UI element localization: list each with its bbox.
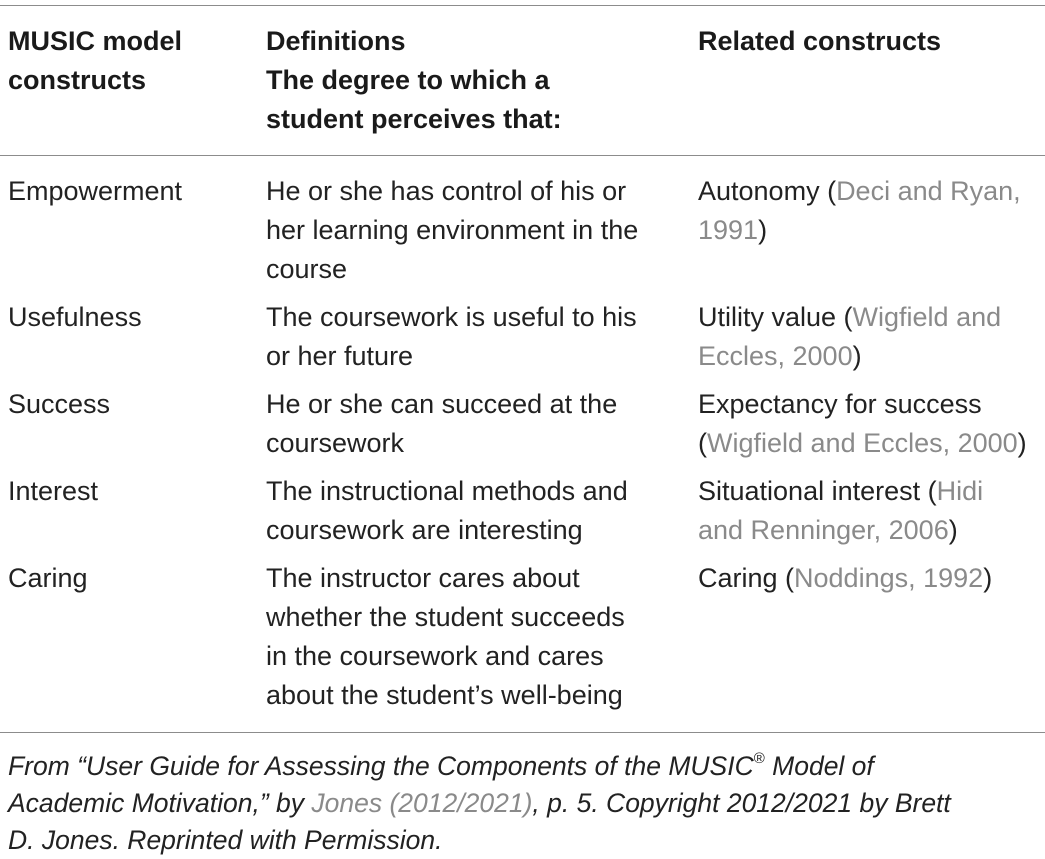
related-text: ) xyxy=(983,563,993,593)
citation-link[interactable]: Hidi xyxy=(936,476,984,506)
citation-link[interactable]: Jones (2012/2021) xyxy=(311,788,533,818)
citation-link[interactable]: Deci and Ryan, xyxy=(836,176,1021,206)
definition-line: coursework are interesting xyxy=(266,515,583,545)
citation-link[interactable]: Noddings, 1992 xyxy=(794,563,984,593)
definition-cell xyxy=(266,385,686,463)
definition-line: The instructor cares about xyxy=(266,563,580,593)
related-line xyxy=(698,298,1043,337)
related-text: ) xyxy=(1017,428,1027,458)
related-text: ) xyxy=(948,515,958,545)
construct-name: Empowerment xyxy=(8,176,183,206)
header-line: MUSIC model xyxy=(8,26,183,56)
header-bottom-rule xyxy=(0,155,1045,156)
definition-line: whether the student succeeds xyxy=(266,602,625,632)
footnote-text: From “User Guide for Assessing the Components of the MUSIC xyxy=(8,751,754,781)
construct-cell xyxy=(8,472,258,511)
related-text: Situational interest ( xyxy=(698,476,937,506)
footnote-line: D. Jones. Reprinted with Permission. xyxy=(8,825,443,855)
related-line xyxy=(698,472,1043,511)
table-top-rule xyxy=(0,5,1045,6)
related-line xyxy=(698,511,1043,550)
related-text: ) xyxy=(852,341,862,371)
definition-line: in the coursework and cares xyxy=(266,641,604,671)
related-cell xyxy=(698,298,1043,376)
citation-link[interactable]: Wigfield and xyxy=(852,302,1002,332)
header-line: The degree to which a xyxy=(266,65,550,95)
footnote-line xyxy=(8,740,1038,785)
definition-line: coursework xyxy=(266,428,405,458)
footnote-line xyxy=(8,785,1038,822)
header-music-model-constructs xyxy=(8,22,258,100)
citation-link[interactable]: 1991 xyxy=(698,215,759,245)
footnote-text: , p. 5. Copyright 2012/2021 by Brett xyxy=(532,788,951,818)
definition-cell xyxy=(266,472,686,550)
construct-cell xyxy=(8,385,258,424)
table-bottom-rule xyxy=(0,732,1045,733)
related-cell xyxy=(698,385,1043,463)
definition-line: The coursework is useful to his xyxy=(266,302,637,332)
header-line: constructs xyxy=(8,65,147,95)
definition-line: her learning environment in the xyxy=(266,215,639,245)
header-definitions xyxy=(266,22,686,139)
footnote-text: Model of xyxy=(764,751,874,781)
related-cell xyxy=(698,172,1043,250)
header-line: Definitions xyxy=(266,26,406,56)
related-text: Utility value ( xyxy=(698,302,853,332)
definition-line: or her future xyxy=(266,341,414,371)
related-text: Autonomy ( xyxy=(698,176,837,206)
definition-cell xyxy=(266,298,686,376)
citation-link[interactable]: and Renninger, 2006 xyxy=(698,515,949,545)
construct-name: Success xyxy=(8,389,111,419)
definition-line: He or she has control of his or xyxy=(266,176,627,206)
citation-link[interactable]: Wigfield and Eccles, 2000 xyxy=(707,428,1018,458)
definition-line: The instructional methods and xyxy=(266,476,628,506)
construct-cell xyxy=(8,172,258,211)
related-line xyxy=(698,337,1043,376)
related-line xyxy=(698,211,1043,250)
construct-cell xyxy=(8,559,258,598)
definition-line: course xyxy=(266,254,348,284)
definition-line: He or she can succeed at the xyxy=(266,389,618,419)
construct-name: Usefulness xyxy=(8,302,142,332)
definition-cell xyxy=(266,559,686,715)
related-line xyxy=(698,424,1043,463)
related-text: Expectancy for success xyxy=(698,389,982,419)
definition-cell xyxy=(266,172,686,289)
related-line xyxy=(698,559,1043,598)
definition-line: about the student’s well-being xyxy=(266,680,623,710)
related-cell xyxy=(698,472,1043,550)
header-related-constructs xyxy=(698,22,1043,61)
construct-name: Caring xyxy=(8,563,88,593)
construct-cell xyxy=(8,298,258,337)
related-cell xyxy=(698,559,1043,598)
related-text: ( xyxy=(698,428,707,458)
related-text: ) xyxy=(758,215,768,245)
registered-mark: ® xyxy=(753,750,765,767)
header-line: Related constructs xyxy=(698,26,942,56)
header-line: student perceives that: xyxy=(266,104,562,134)
related-text: Caring ( xyxy=(698,563,795,593)
footnote-text: Academic Motivation,” by xyxy=(8,788,312,818)
table-footnote xyxy=(8,740,1038,859)
citation-link[interactable]: Eccles, 2000 xyxy=(698,341,853,371)
construct-name: Interest xyxy=(8,476,99,506)
related-line xyxy=(698,172,1043,211)
